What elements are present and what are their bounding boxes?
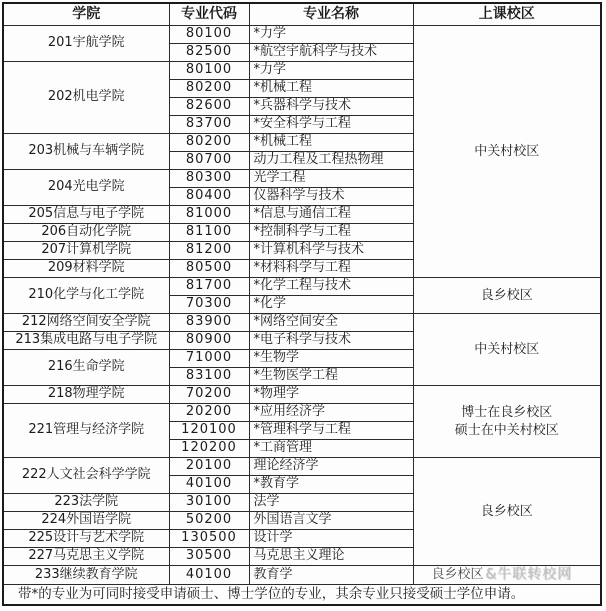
- college-cell: 203机械与车辆学院: [3, 134, 169, 170]
- table-row: [3, 566, 601, 585]
- college-cell: 213集成电路与电子学院: [3, 332, 169, 350]
- major-name-cell: *工商管理: [249, 440, 413, 458]
- major-code-cell: 81200: [169, 242, 249, 260]
- college-cell: 209材料学院: [3, 260, 169, 278]
- college-cell: 227马克思主义学院: [3, 548, 169, 566]
- major-code-cell: 40100: [169, 476, 249, 494]
- major-code-cell: 120200: [169, 440, 249, 458]
- major-name-cell: *生物学: [249, 350, 413, 368]
- major-code-cell: 80900: [169, 332, 249, 350]
- college-cell: 212网络空间安全学院: [3, 314, 169, 332]
- major-code-cell: 30100: [169, 494, 249, 512]
- major-code-cell: 70200: [169, 386, 249, 404]
- major-name-cell: *生物医学工程: [249, 368, 413, 386]
- college-cell: 224外国语学院: [3, 512, 169, 530]
- header-major-name: 专业名称: [249, 3, 413, 26]
- major-name-cell: *计算机科学与技术: [249, 242, 413, 260]
- header-major-code: 专业代码: [169, 3, 249, 26]
- footnote-text: 带*的专业为可同时接受申请硕士、博士学位的专业，其余专业只接受硕士学位申请。: [3, 584, 601, 605]
- college-cell: 233继续教育学院: [3, 566, 169, 585]
- major-name-cell: *化学工程与技术: [249, 278, 413, 296]
- major-code-cell: 82500: [169, 44, 249, 62]
- major-code-cell: 83100: [169, 368, 249, 386]
- major-name-cell: *力学: [249, 62, 413, 80]
- major-code-cell: 70300: [169, 296, 249, 314]
- major-code-cell: 81100: [169, 224, 249, 242]
- header-college: 学院: [3, 3, 169, 26]
- campus-cell: 良乡校区 &牛联转校网: [413, 566, 601, 585]
- major-code-cell: 83700: [169, 116, 249, 134]
- major-code-cell: 80400: [169, 188, 249, 206]
- campus-cell: 中关村校区: [413, 314, 601, 386]
- college-cell: 206自动化学院: [3, 224, 169, 242]
- major-name-cell: *安全科学与工程: [249, 116, 413, 134]
- major-code-cell: 71000: [169, 350, 249, 368]
- major-name-cell: 动力工程及工程热物理: [249, 152, 413, 170]
- major-name-cell: *力学: [249, 26, 413, 44]
- major-code-cell: 80300: [169, 170, 249, 188]
- major-name-cell: 设计学: [249, 530, 413, 548]
- college-cell: 202机电学院: [3, 62, 169, 134]
- table-header: [3, 3, 601, 26]
- college-cell: 207计算机学院: [3, 242, 169, 260]
- campus-cell: 中关村校区: [413, 26, 601, 278]
- major-code-cell: 81700: [169, 278, 249, 296]
- table-body: [3, 26, 601, 585]
- table-footer: [3, 584, 601, 605]
- college-cell: 222人文社会科学学院: [3, 458, 169, 494]
- campus-cell: 博士在良乡校区 硕士在中关村校区: [413, 386, 601, 458]
- major-name-cell: *控制科学与工程: [249, 224, 413, 242]
- major-code-cell: 82600: [169, 98, 249, 116]
- major-name-cell: 仪器科学与技术: [249, 188, 413, 206]
- header-campus: 上课校区: [413, 3, 601, 26]
- table-row: [3, 278, 601, 296]
- major-code-cell: 130500: [169, 530, 249, 548]
- college-cell: 225设计与艺术学院: [3, 530, 169, 548]
- major-name-cell: *网络空间安全: [249, 314, 413, 332]
- major-code-cell: 80200: [169, 134, 249, 152]
- table-row: [3, 386, 601, 404]
- majors-table: [2, 2, 602, 606]
- major-name-cell: *电子科学与技术: [249, 332, 413, 350]
- major-code-cell: 80100: [169, 62, 249, 80]
- college-cell: 205信息与电子学院: [3, 206, 169, 224]
- header-row: [3, 3, 601, 26]
- major-name-cell: *机械工程: [249, 80, 413, 98]
- table-row: [3, 314, 601, 332]
- major-code-cell: 20200: [169, 404, 249, 422]
- college-cell: 223法学院: [3, 494, 169, 512]
- major-code-cell: 80200: [169, 80, 249, 98]
- major-code-cell: 50200: [169, 512, 249, 530]
- major-name-cell: 马克思主义理论: [249, 548, 413, 566]
- major-name-cell: *材料科学与工程: [249, 260, 413, 278]
- major-name-cell: *教育学: [249, 476, 413, 494]
- college-cell: 204光电学院: [3, 170, 169, 206]
- table-row: [3, 458, 601, 476]
- major-code-cell: 81000: [169, 206, 249, 224]
- major-name-cell: *管理科学与工程: [249, 422, 413, 440]
- major-code-cell: 30500: [169, 548, 249, 566]
- major-name-cell: *物理学: [249, 386, 413, 404]
- college-cell: 221管理与经济学院: [3, 404, 169, 458]
- college-cell: 216生命学院: [3, 350, 169, 386]
- major-code-cell: 80700: [169, 152, 249, 170]
- college-cell: 218物理学院: [3, 386, 169, 404]
- major-name-cell: *化学: [249, 296, 413, 314]
- major-name-cell: *机械工程: [249, 134, 413, 152]
- table-row: [3, 26, 601, 44]
- major-code-cell: 80100: [169, 26, 249, 44]
- campus-cell: 良乡校区: [413, 278, 601, 314]
- college-cell: 210化学与化工学院: [3, 278, 169, 314]
- major-code-cell: 80500: [169, 260, 249, 278]
- major-name-cell: *应用经济学: [249, 404, 413, 422]
- major-name-cell: 外国语言文学: [249, 512, 413, 530]
- college-cell: 201宇航学院: [3, 26, 169, 62]
- footnote-row: [3, 584, 601, 605]
- major-name-cell: *兵器科学与技术: [249, 98, 413, 116]
- major-code-cell: 83900: [169, 314, 249, 332]
- major-code-cell: 120100: [169, 422, 249, 440]
- major-name-cell: 法学: [249, 494, 413, 512]
- major-name-cell: 理论经济学: [249, 458, 413, 476]
- major-name-cell: *信息与通信工程: [249, 206, 413, 224]
- major-name-cell: 教育学: [249, 566, 413, 585]
- major-name-cell: *航空宇航科学与技术: [249, 44, 413, 62]
- major-name-cell: 光学工程: [249, 170, 413, 188]
- major-code-cell: 40100: [169, 566, 249, 585]
- campus-cell: 良乡校区: [413, 458, 601, 566]
- major-code-cell: 20100: [169, 458, 249, 476]
- watermark-text: &牛联转校网: [485, 566, 573, 583]
